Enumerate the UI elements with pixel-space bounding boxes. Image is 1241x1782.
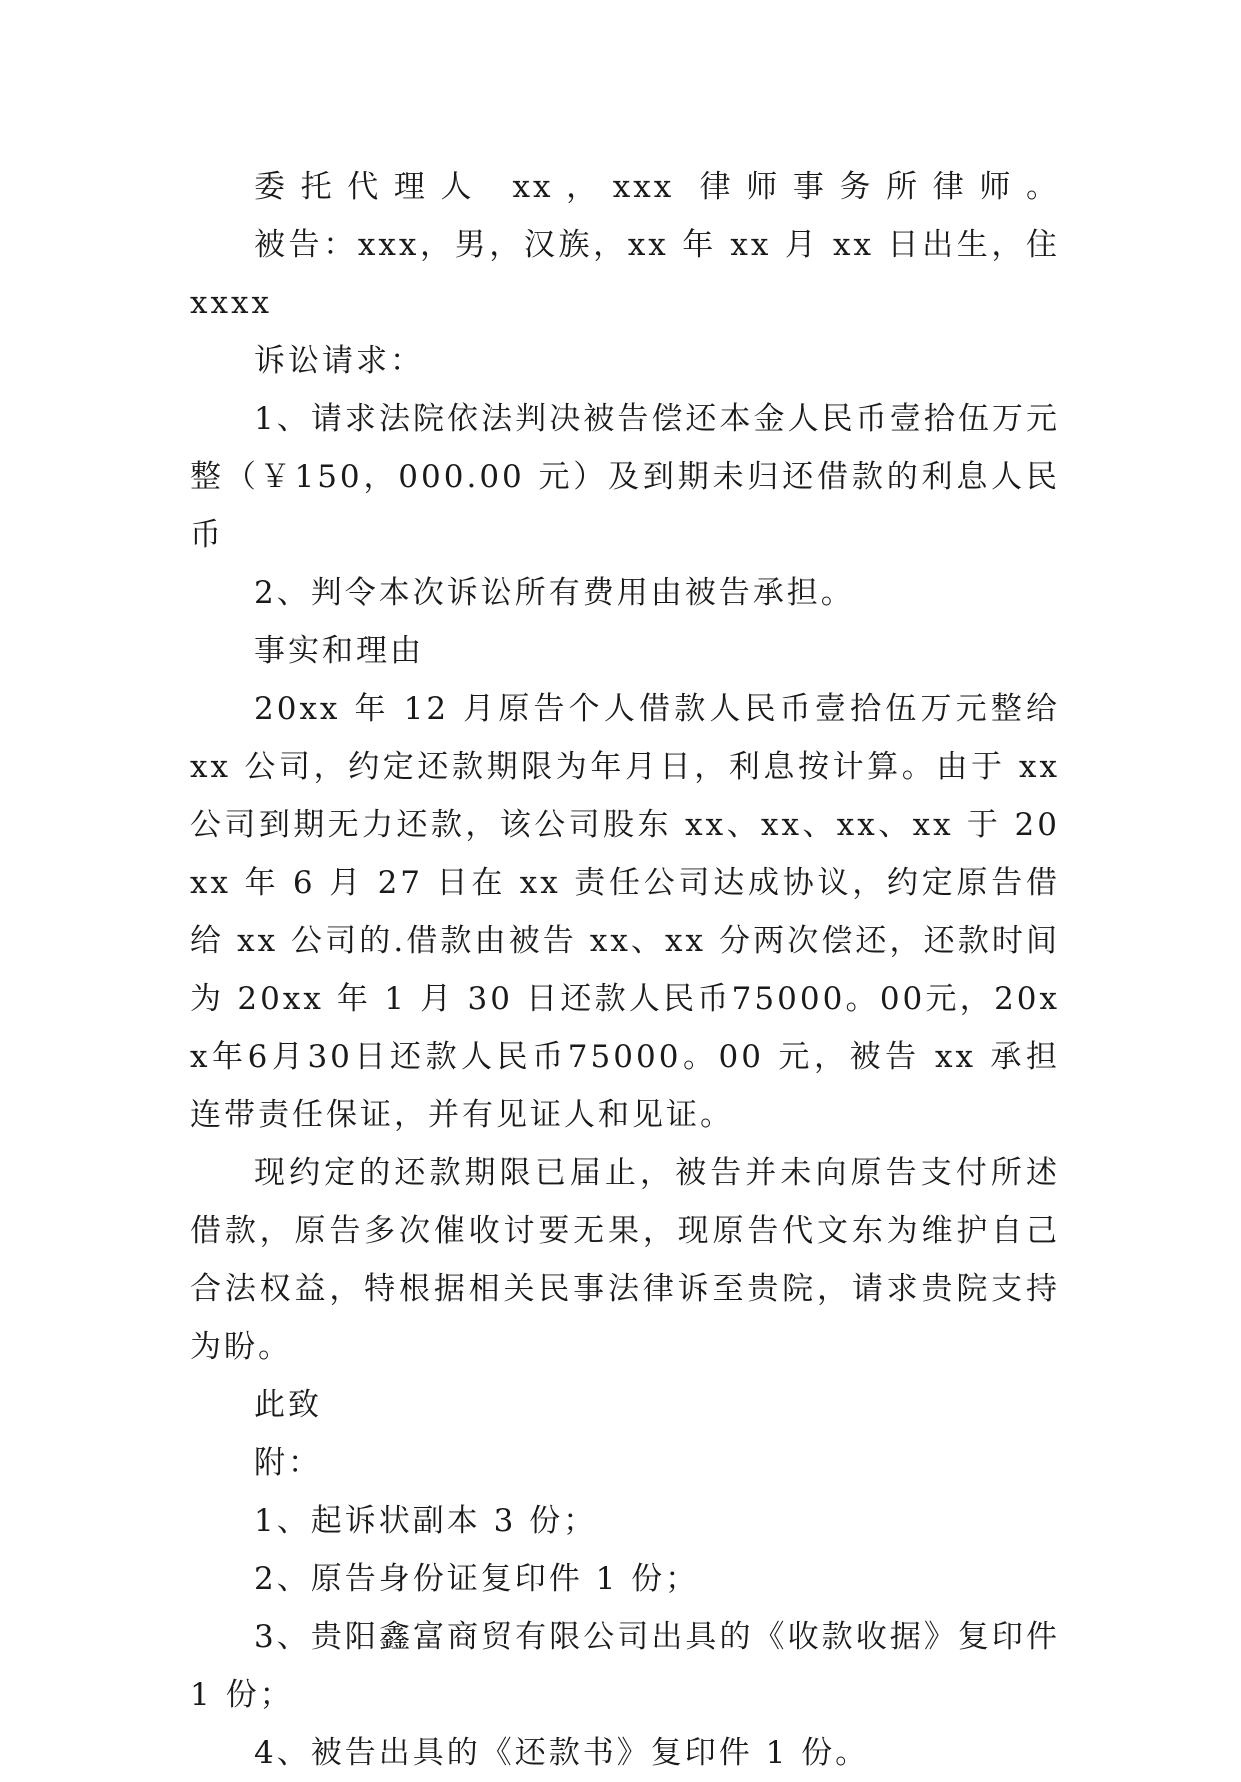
claim-item-2: 2、判令本次诉讼所有费用由被告承担。 — [254, 575, 855, 611]
document-body — [190, 158, 1060, 1782]
claim-item-1: 1、请求法院依法判决被告偿还本金人民币壹拾伍万元整（￥150，000.00 元）及到期未归还借款的利息人民币 — [190, 401, 1060, 553]
closing-line: 此致 — [254, 1387, 322, 1423]
facts-heading: 事实和理由 — [254, 633, 424, 669]
attachment-item-1: 1、起诉状副本 3 份； — [254, 1503, 598, 1539]
facts-paragraph-1: 20xx 年 12 月原告个人借款人民币壹拾伍万元整给 xx 公司，约定还款期限为年月日，利息按计算。由于 xx 公司到期无力还款，该公司股东 xx、xx、xx、xx 于 20xx 年 6 月 27 日在 xx 责任公司达成协议，约定原告借给 xx 公司的.借款由被告 xx、xx 分两次偿还，还款时间为 20xx 年 1 月 30 日还款人民币75000。00元，20xx年6月30日还款人民币75000。00 元，被告 xx 承担连带责任保证，并有见证人和见证。 — [190, 691, 1060, 1133]
attachment-item-2: 2、原告身份证复印件 1 份； — [254, 1561, 700, 1597]
claims-heading: 诉讼请求： — [254, 343, 424, 379]
defendant-line: 被告：xxx，男，汉族，xx 年 xx 月 xx 日出生，住 xxxx — [190, 227, 1060, 321]
agent-line: 委托代理人 xx，xxx 律师事务所律师。 — [254, 169, 1060, 205]
attachment-item-4: 4、被告出具的《还款书》复印件 1 份。 — [254, 1735, 870, 1771]
facts-paragraph-2: 现约定的还款期限已届止，被告并未向原告支付所述借款，原告多次催收讨要无果，现原告代文东为维护自己合法权益，特根据相关民事法律诉至贵院，请求贵院支持为盼。 — [190, 1155, 1060, 1365]
attachment-item-3: 3、贵阳鑫富商贸有限公司出具的《收款收据》复印件 1 份； — [190, 1619, 1060, 1713]
attachments-heading: 附： — [254, 1445, 322, 1481]
